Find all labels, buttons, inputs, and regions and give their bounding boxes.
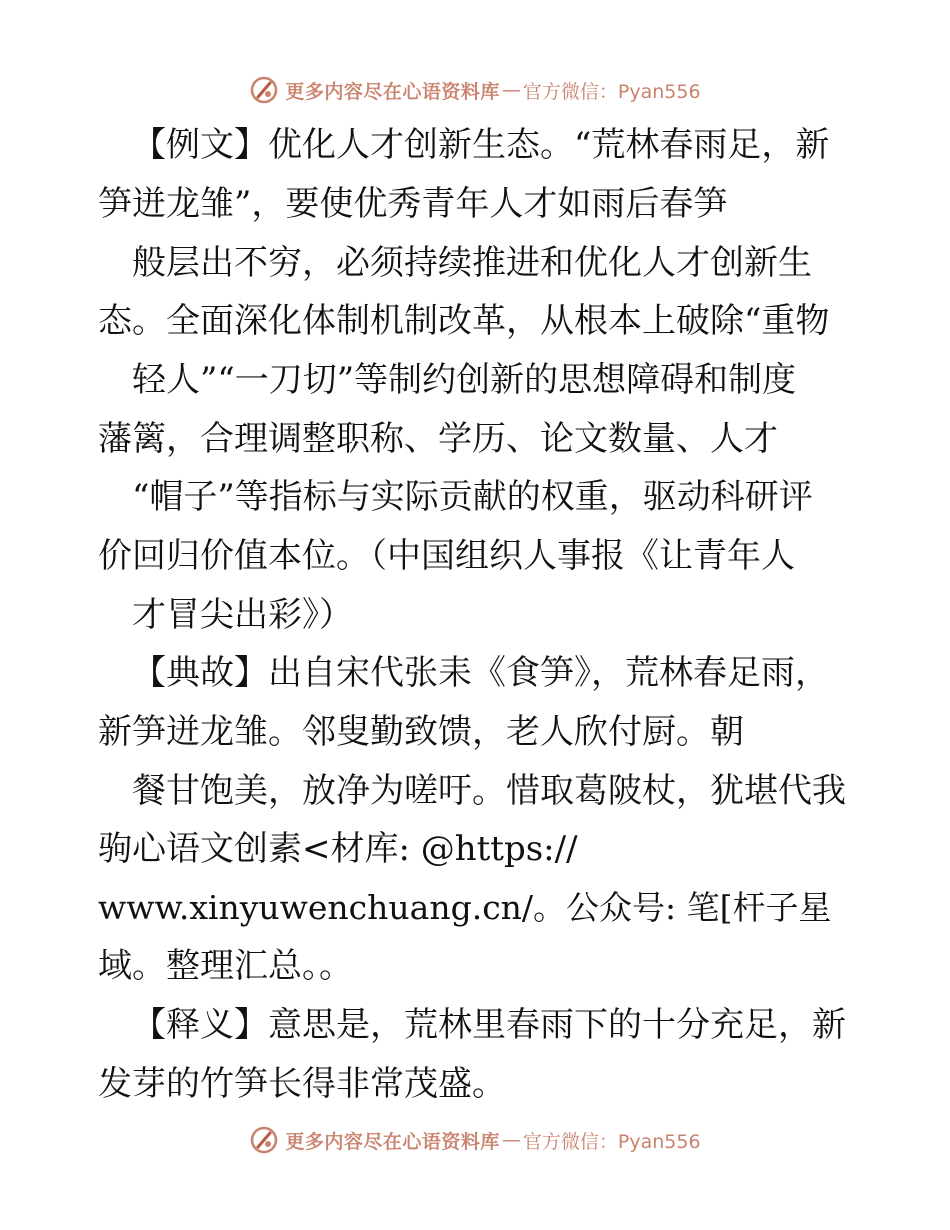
text-line: “帽子”等指标与实际贡献的权重，驱动科研评 bbox=[132, 477, 813, 517]
text-line: 驹心语文创素<材库: @https:// bbox=[98, 829, 578, 869]
header-banner bbox=[0, 70, 950, 110]
footer-banner bbox=[0, 1120, 950, 1160]
text-line: 发芽的竹笋长得非常茂盛。 bbox=[98, 1064, 506, 1104]
text-line: 态。全面深化体制机制改革，从根本上破除“重物 bbox=[98, 301, 830, 341]
banner-dash: — bbox=[501, 79, 521, 101]
banner-contact: 官方微信：Pyan556 bbox=[522, 1130, 701, 1153]
text-line: 域。整理汇总。。 bbox=[98, 946, 353, 986]
banner-contact: 官方微信：Pyan556 bbox=[522, 80, 701, 103]
text-line: 笋迸龙雏”，要使优秀青年人才如雨后春笋 bbox=[98, 184, 728, 224]
text-line: 才冒尖出彩》） bbox=[132, 595, 353, 635]
text-line: 轻人”“一刀切”等制约创新的思想障碍和制度 bbox=[132, 360, 797, 400]
banner-site-text: 更多内容尽在心语资料库 bbox=[285, 80, 500, 103]
text-line: 【例文】优化人才创新生态。“荒林春雨足，新 bbox=[132, 125, 830, 165]
text-line: 般层出不穷，必须持续推进和优化人才创新生 bbox=[132, 243, 812, 283]
banner-site-text: 更多内容尽在心语资料库 bbox=[285, 1130, 500, 1153]
brush-logo-icon bbox=[249, 75, 279, 105]
brush-logo-icon bbox=[249, 1125, 279, 1155]
text-line: www.xinyuwenchuang.cn/。公众号: 笔[杆子星 bbox=[98, 888, 832, 927]
text-line: 新笋迸龙雏。邻叟勤致馈，老人欣付厨。朝 bbox=[98, 712, 744, 752]
text-line: 【典故】出自宋代张耒《食笋》，荒林春足雨， bbox=[132, 653, 829, 693]
text-line: 藩篱，合理调整职称、学历、论文数量、人才 bbox=[98, 419, 778, 459]
text-line: 餐甘饱美，放净为嗟吁。惜取葛陂杖，犹堪代我 bbox=[132, 771, 846, 811]
text-line: 【释义】意思是，荒林里春雨下的十分充足，新 bbox=[132, 1005, 846, 1045]
banner-dash: — bbox=[501, 1129, 521, 1151]
text-line: 价回归价值本位。（中国组织人事报《让青年人 bbox=[98, 536, 795, 576]
